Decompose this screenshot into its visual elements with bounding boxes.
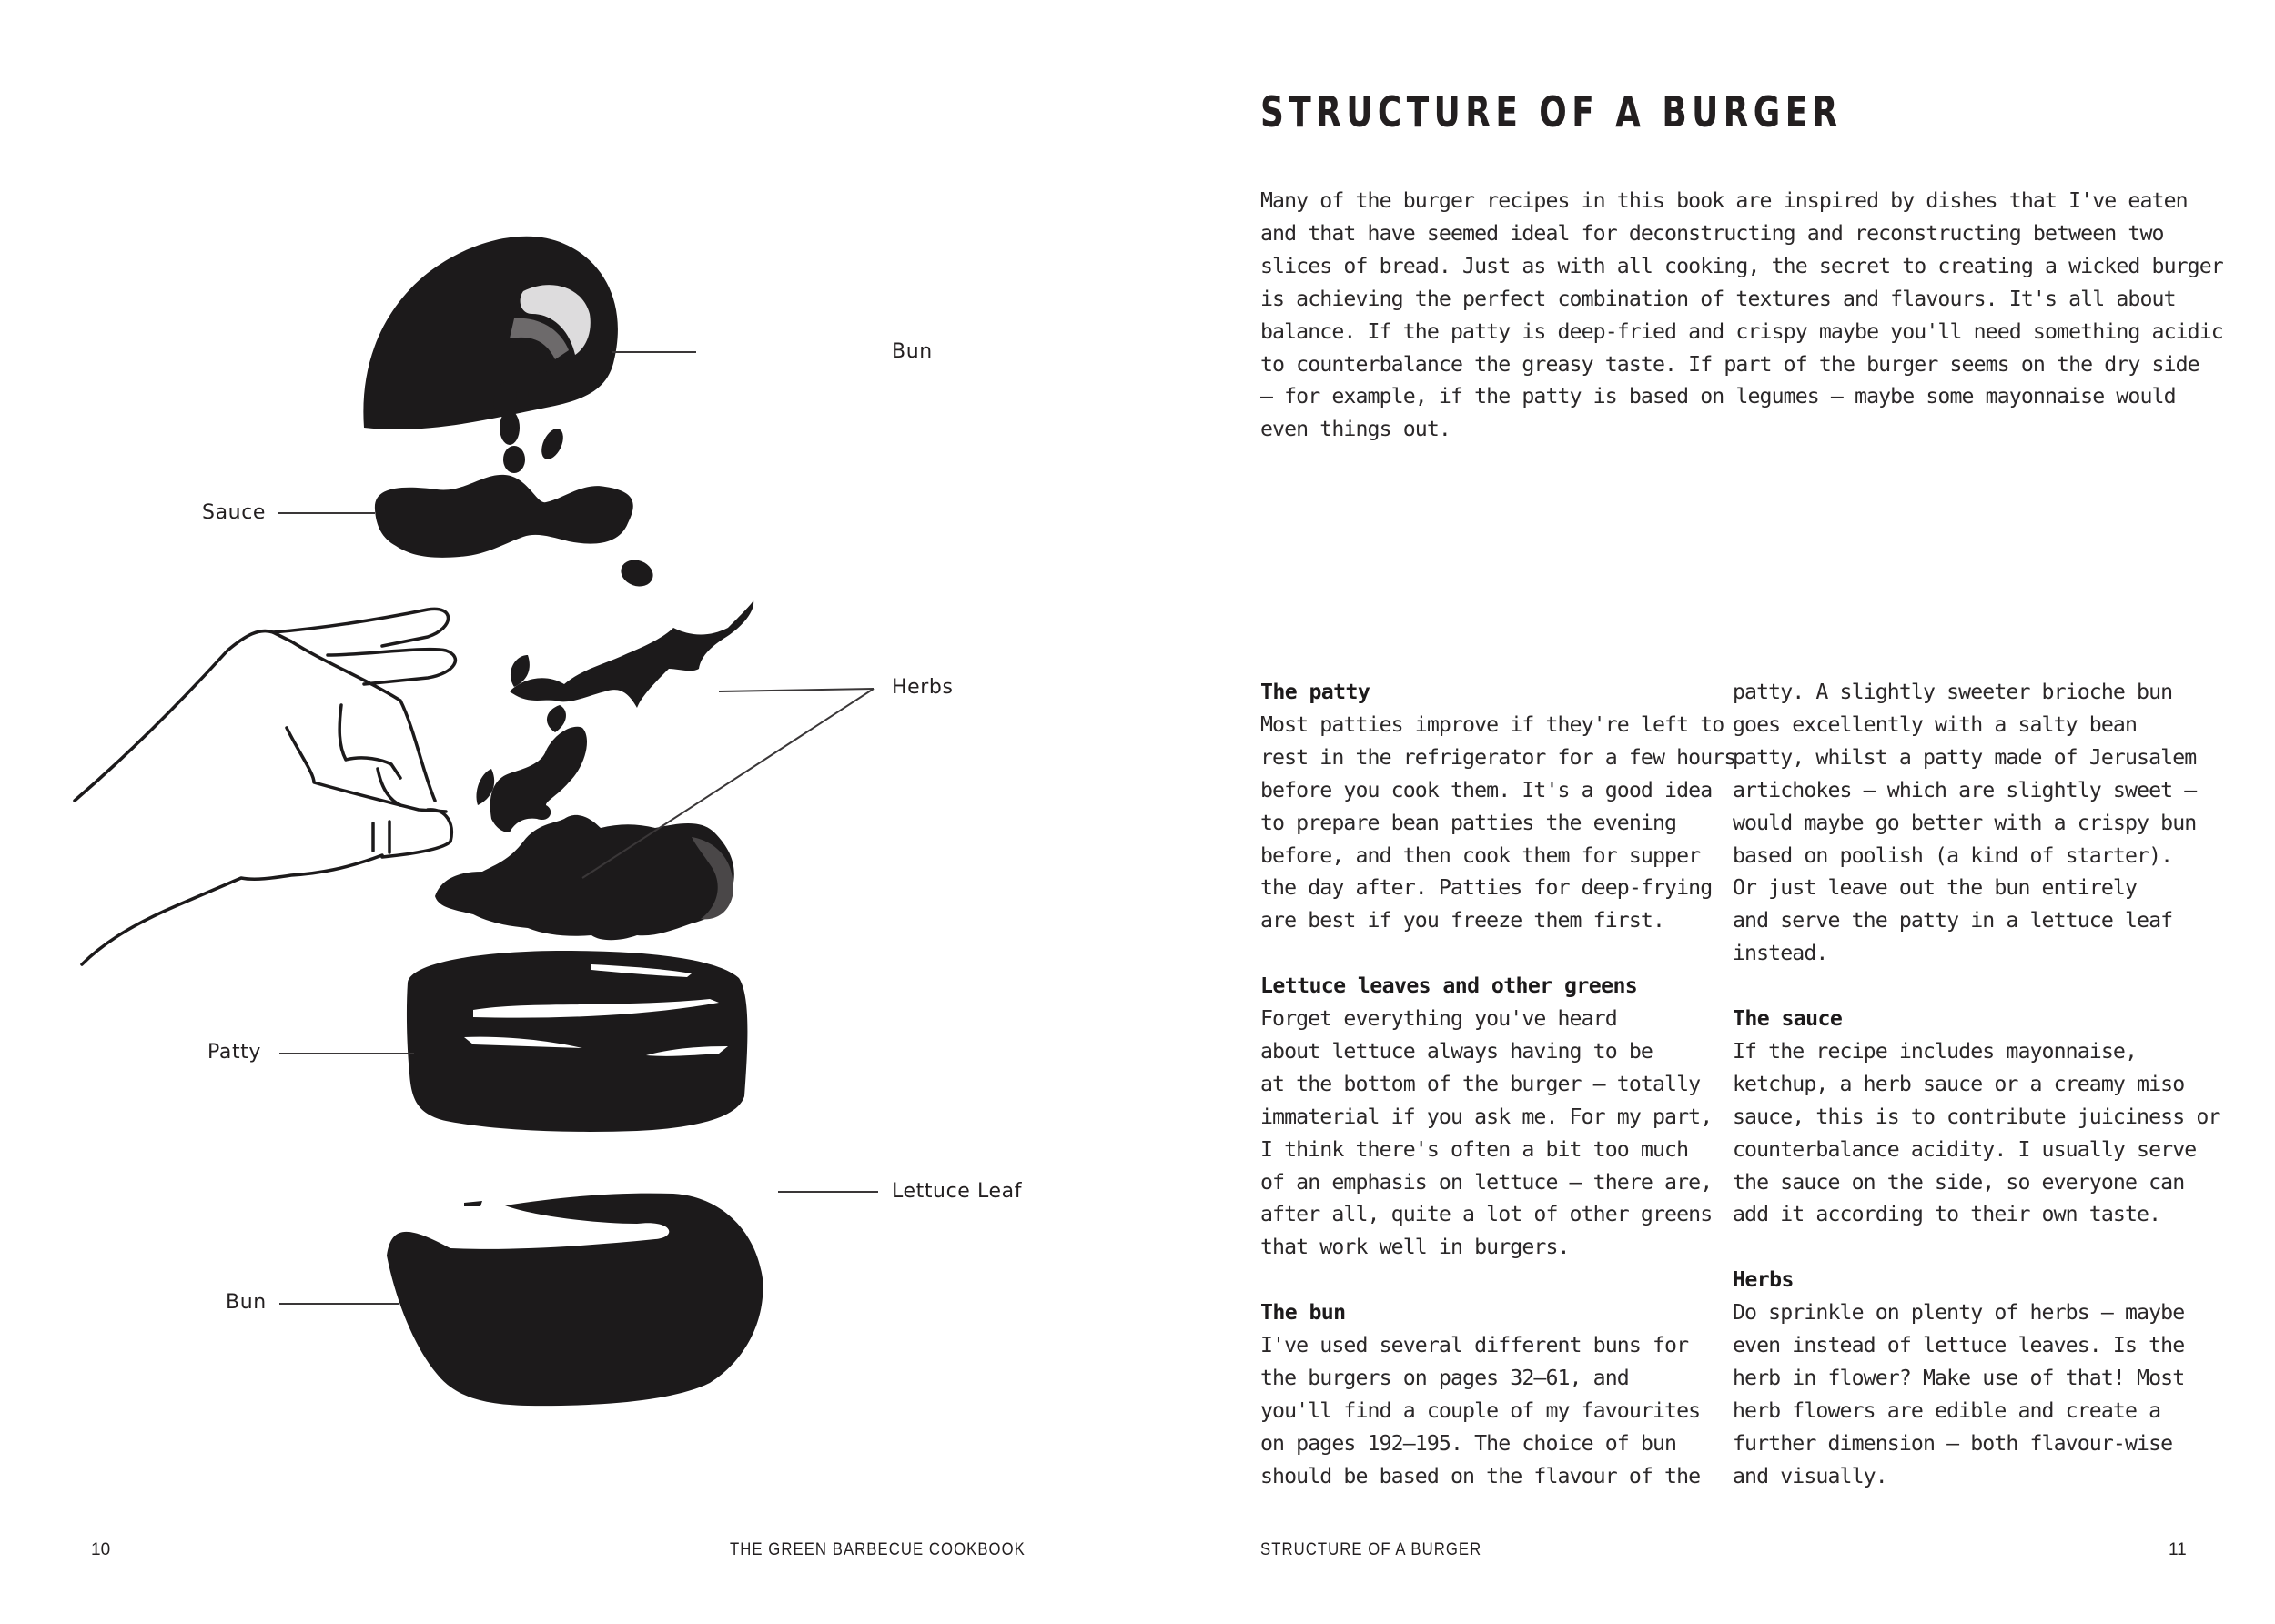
intro-paragraph — [1260, 185, 2243, 446]
body-line: If the recipe includes mayonnaise, — [1733, 1038, 2138, 1064]
body-line: and visually. — [1733, 1463, 1887, 1488]
page-number-right: 11 — [2169, 1540, 2187, 1559]
top-bun-icon — [363, 237, 618, 429]
running-head-book-title: THE GREEN BARBECUE COOKBOOK — [730, 1540, 1026, 1559]
body-line: herb in flower? Make use of that! Most — [1733, 1366, 2185, 1390]
body-line: instead. — [1733, 941, 1828, 966]
body-line: Do sprinkle on plenty of herbs – maybe — [1733, 1300, 2185, 1326]
body-line: counterbalance acidity. I usually serve — [1733, 1136, 2197, 1162]
section-heading-lettuce: Lettuce leaves and other greens — [1260, 973, 1638, 999]
body-line: immaterial if you ask me. For my part, — [1260, 1104, 1713, 1129]
running-head-section: STRUCTURE OF A BURGER — [1260, 1540, 1482, 1559]
label-sauce: Sauce — [202, 501, 267, 524]
bottom-bun-icon — [387, 1194, 763, 1407]
body-line: the sauce on the side, so everyone can — [1733, 1169, 2185, 1195]
label-bottom-bun: Bun — [226, 1291, 267, 1314]
body-line: Forget everything you've heard — [1260, 1006, 1617, 1032]
patty-icon — [407, 951, 747, 1132]
body-line: patty. A slightly sweeter brioche bun — [1733, 680, 2173, 704]
intro-line: and that have seemed ideal for deconstructing and reconstructing between two — [1260, 220, 2164, 246]
intro-line: balance. If the patty is deep-fried and crispy maybe you'll need something acidic — [1260, 318, 2223, 344]
intro-line: even things out. — [1260, 417, 1451, 442]
body-line: after all, quite a lot of other greens — [1260, 1202, 1713, 1227]
hand-icon — [75, 609, 455, 964]
body-line: even instead of lettuce leaves. Is the — [1733, 1333, 2185, 1358]
label-lettuce-leaf: Lettuce Leaf — [892, 1180, 1023, 1203]
body-line: before, and then cook them for supper — [1260, 842, 1701, 868]
body-line: sauce, this is to contribute juiciness or — [1733, 1104, 2220, 1129]
label-herbs: Herbs — [892, 676, 954, 699]
intro-line: — for example, if the patty is based on legumes — maybe some mayonnaise would — [1260, 384, 2176, 409]
body-line: should be based on the flavour of the — [1260, 1463, 1701, 1488]
section-heading-sauce: The sauce — [1733, 1006, 1843, 1032]
body-line: ketchup, a herb sauce or a creamy miso — [1733, 1071, 2185, 1096]
body-line: I think there's often a bit too much — [1260, 1136, 1689, 1162]
body-line: would maybe go better with a crispy bun — [1733, 810, 2197, 835]
body-line: of an emphasis on lettuce – there are, — [1260, 1169, 1713, 1195]
label-top-bun: Bun — [892, 340, 933, 363]
section-heading-patty: The patty — [1260, 680, 1370, 704]
body-line: at the bottom of the burger – totally — [1260, 1071, 1701, 1096]
sauce-icon — [375, 475, 633, 558]
body-line: that work well in burgers. — [1260, 1235, 1570, 1260]
body-line: artichokes — which are slightly sweet — — [1733, 777, 2197, 802]
label-patty: Patty — [207, 1041, 262, 1064]
body-line: you'll find a couple of my favourites — [1260, 1397, 1701, 1423]
intro-line: Many of the burger recipes in this book are inspired by dishes that I've eaten — [1260, 188, 2188, 213]
page-title: STRUCTURE OF A BURGER — [1260, 87, 1843, 136]
body-line: herb flowers are edible and create a — [1733, 1397, 2161, 1423]
body-line: and serve the patty in a lettuce leaf — [1733, 908, 2173, 933]
body-line: Most patties improve if they're left to — [1260, 711, 1724, 737]
body-line: are best if you freeze them first. — [1260, 908, 1665, 933]
blank-line — [1733, 970, 2206, 1003]
body-line: to prepare bean patties the evening — [1260, 810, 1677, 835]
body-line: on pages 192—195. The choice of bun — [1260, 1430, 1677, 1456]
body-line: the burgers on pages 32—61, and — [1260, 1366, 1629, 1390]
body-line: patty, whilst a patty made of Jerusalem — [1733, 744, 2197, 770]
herbs-leader-line-1 — [719, 689, 874, 691]
herbs-icon — [476, 600, 753, 832]
page-number-left: 10 — [91, 1540, 111, 1559]
herbs-leader-line-2 — [582, 689, 874, 878]
intro-line: slices of bread. Just as with all cooking, the secret to creating a wicked burger — [1260, 253, 2223, 278]
section-heading-herbs: Herbs — [1733, 1267, 1794, 1293]
section-heading-bun: The bun — [1260, 1300, 1346, 1326]
intro-line: to counterbalance the greasy taste. If part of the burger seems on the dry side — [1260, 351, 2199, 377]
text-column-2 — [1733, 676, 2220, 1493]
text-column-1 — [1260, 676, 1734, 1493]
body-line: the day after. Patties for deep-frying — [1260, 875, 1713, 901]
body-line: I've used several different buns for — [1260, 1333, 1689, 1358]
body-line: rest in the refrigerator for a few hours — [1260, 744, 1736, 770]
blank-line — [1260, 1264, 1734, 1296]
body-line: goes excellently with a salty bean — [1733, 711, 2138, 737]
body-line: before you cook them. It's a good idea — [1260, 777, 1713, 802]
body-line: based on poolish (a kind of starter). — [1733, 842, 2173, 868]
body-line: add it according to their own taste. — [1733, 1202, 2161, 1227]
body-line: further dimension – both flavour-wise — [1733, 1430, 2173, 1456]
blank-line — [1260, 937, 1734, 970]
body-line: about lettuce always having to be — [1260, 1038, 1653, 1064]
body-line: Or just leave out the bun entirely — [1733, 875, 2138, 901]
blank-line — [1733, 1231, 2206, 1264]
intro-line: is achieving the perfect combination of textures and flavours. It's all about — [1260, 286, 2176, 311]
